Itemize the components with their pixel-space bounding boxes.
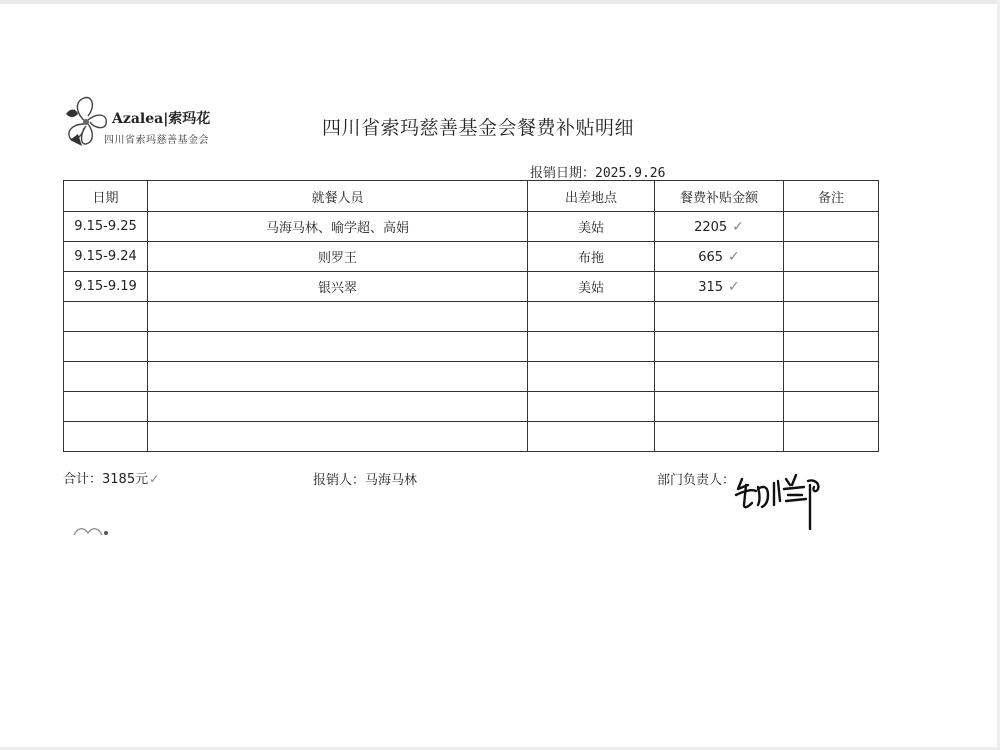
cell-date [64, 392, 148, 422]
cell-diners [148, 302, 528, 332]
table-row [64, 362, 879, 392]
table-header-row [64, 181, 879, 212]
cell-diners [148, 362, 528, 392]
header-amount: 餐费补贴金额 [655, 181, 784, 212]
cell-notes [784, 392, 879, 422]
cell-date [64, 302, 148, 332]
check-mark-icon: ✓ [728, 248, 740, 265]
table-row [64, 272, 879, 302]
cell-notes [784, 422, 879, 452]
check-mark-icon: ✓ [732, 218, 744, 235]
total-amount: 合计：3185元✓ [63, 472, 160, 487]
logo-brand: Azalea|索玛花 [112, 111, 211, 127]
cell-location [528, 392, 655, 422]
organization-logo [64, 94, 214, 152]
amount-value: 2205 [694, 219, 728, 235]
cell-amount [655, 392, 784, 422]
cell-diners [148, 422, 528, 452]
handwritten-signature [734, 465, 829, 534]
check-mark-icon: ✓ [728, 278, 740, 295]
cell-amount [655, 422, 784, 452]
header-location: 出差地点 [528, 181, 655, 212]
cell-diners: 马海马林、喻学超、高娟 [148, 212, 528, 242]
cell-date: 9.15-9.24 [64, 242, 148, 272]
document-title: 四川省索玛慈善基金会餐费补贴明细 [322, 117, 635, 139]
cell-amount [655, 242, 784, 272]
stamp-fragment [72, 523, 112, 543]
cell-notes [784, 242, 879, 272]
cell-date [64, 332, 148, 362]
cell-location: 美姑 [528, 272, 655, 302]
cell-location: 布拖 [528, 242, 655, 272]
cell-location [528, 422, 655, 452]
cell-diners [148, 332, 528, 362]
cell-notes [784, 272, 879, 302]
cell-location [528, 302, 655, 332]
table-row [64, 392, 879, 422]
check-mark-icon: ✓ [149, 472, 160, 486]
cell-date [64, 422, 148, 452]
reporter: 报销人：马海马林 [313, 473, 418, 488]
amount-value: 665 [698, 249, 724, 265]
meal-subsidy-table [63, 180, 879, 452]
cell-location [528, 362, 655, 392]
logo-org-name: 四川省索玛慈善基金会 [104, 135, 209, 146]
cell-amount [655, 302, 784, 332]
cell-location [528, 332, 655, 362]
table-row [64, 242, 879, 272]
table-row [64, 302, 879, 332]
amount-value: 315 [698, 279, 724, 295]
cell-diners: 银兴翠 [148, 272, 528, 302]
table-row [64, 212, 879, 242]
cell-notes [784, 212, 879, 242]
cell-date: 9.15-9.19 [64, 272, 148, 302]
cell-amount [655, 212, 784, 242]
scan-edge-top [0, 0, 1000, 4]
header-diners: 就餐人员 [148, 181, 528, 212]
table-row [64, 332, 879, 362]
cell-notes [784, 332, 879, 362]
cell-diners: 则罗王 [148, 242, 528, 272]
cell-diners [148, 392, 528, 422]
cell-amount [655, 332, 784, 362]
header-notes: 备注 [784, 181, 879, 212]
cell-date: 9.15-9.25 [64, 212, 148, 242]
cell-amount [655, 272, 784, 302]
cell-notes [784, 362, 879, 392]
cell-amount [655, 362, 784, 392]
cell-location: 美姑 [528, 212, 655, 242]
report-date: 报销日期：2025.9.26 [530, 166, 666, 181]
table-row [64, 422, 879, 452]
department-head-label: 部门负责人： [657, 473, 736, 488]
header-date: 日期 [64, 181, 148, 212]
cell-date [64, 362, 148, 392]
cell-notes [784, 302, 879, 332]
